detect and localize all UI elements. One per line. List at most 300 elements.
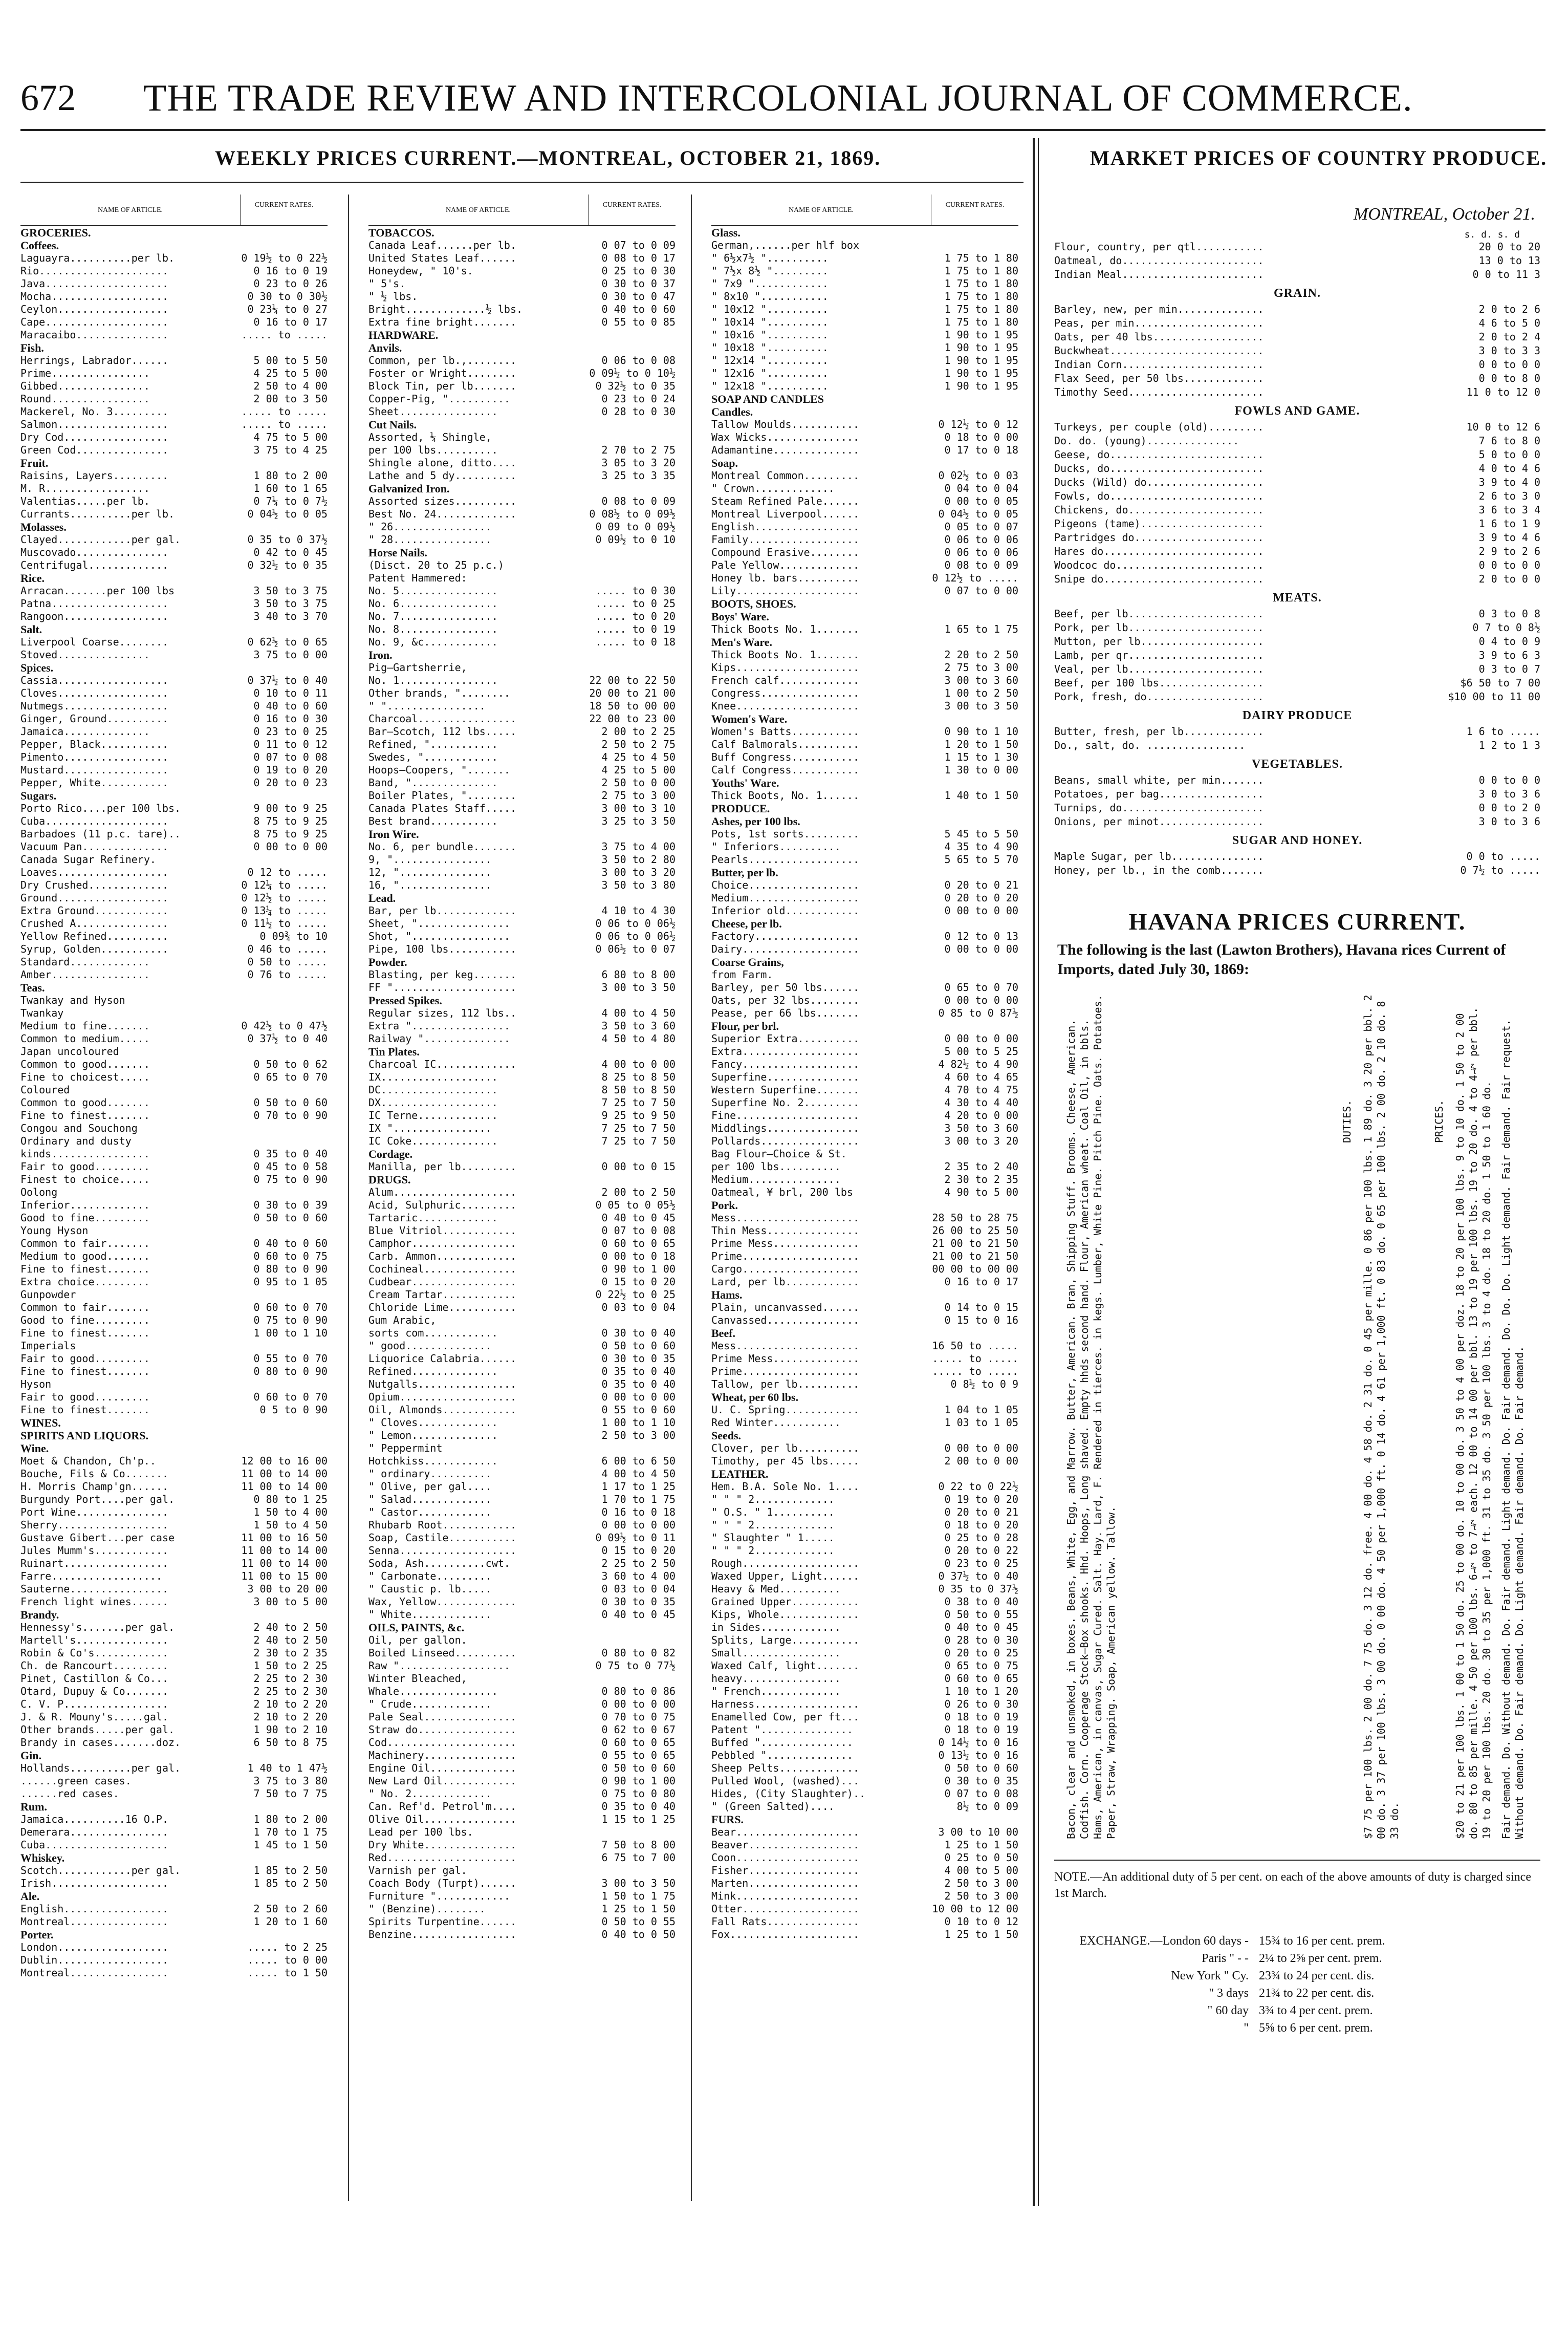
havana-duties-header: DUTIES. — [1341, 1099, 1353, 1143]
article-rate — [589, 572, 676, 585]
price-row — [711, 764, 1018, 777]
article-name: Molasses. — [20, 521, 67, 533]
article-name: Cheese, per lb. — [711, 917, 782, 930]
article-rate: 0 37½ to 0 40 — [247, 1032, 328, 1045]
article-rate — [931, 802, 1018, 815]
article-name: Rice. — [20, 572, 45, 585]
article-rate: 0 30 to 0 30½ — [247, 290, 328, 303]
category-heading — [368, 956, 676, 968]
article-rate: 0 12½ to ..... — [932, 572, 1018, 584]
article-rate: 0 00 to 0 00 — [944, 994, 1018, 1006]
produce-name: Flax Seed, per 50 lbs............. — [1054, 372, 1264, 384]
article-name: Porter. — [20, 1928, 54, 1941]
article-name: Ground.................. — [20, 892, 168, 904]
article-name: Foster or Wright........ — [368, 367, 516, 379]
article-rate — [241, 1186, 328, 1199]
article-name: " ½ lbs. — [368, 290, 418, 303]
article-name: Fine to finest....... — [20, 1365, 150, 1377]
produce-row — [1054, 503, 1540, 517]
article-name: DC................... — [368, 1084, 498, 1096]
article-name: Pale Yellow............. — [711, 559, 859, 571]
article-rate: 0 90 to 1 00 — [601, 1775, 676, 1787]
article-name: Canvassed............... — [711, 1314, 859, 1326]
category-heading — [711, 1468, 1018, 1480]
price-row — [711, 700, 1018, 713]
article-name: Good to fine......... — [20, 1212, 150, 1224]
article-rate: 3 50 to 3 60 — [601, 1020, 676, 1032]
price-row — [711, 1659, 1018, 1672]
article-rate: 0 12 to ..... — [247, 866, 328, 878]
article-name: No. 7................ — [368, 610, 498, 622]
article-rate: 0 25 to 0 50 — [944, 1851, 1018, 1864]
head-rule — [20, 129, 1545, 131]
price-row — [20, 380, 328, 393]
produce-price: 3 0 to 3 6 — [1478, 788, 1540, 800]
article-name: Stoved............... — [20, 649, 150, 661]
price-row — [368, 1570, 676, 1583]
article-rate: 2 50 to 0 00 — [601, 777, 676, 789]
price-row — [711, 1148, 1018, 1160]
price-row — [711, 968, 1018, 981]
article-rate: 0 09¾ to 10 — [259, 930, 328, 942]
price-row — [20, 917, 328, 930]
article-name: LEATHER. — [711, 1468, 769, 1480]
havana-intro: The following is the last (Lawton Brothers), Havana rices Current of Imports, dated July 30, 1869: — [1057, 941, 1506, 978]
produce-price: 3 6 to 3 4 — [1478, 504, 1540, 516]
article-name: Otter................... — [711, 1903, 859, 1915]
exchange-value: 5⅝ to 6 per cent. prem. — [1259, 2021, 1373, 2035]
article-rate — [931, 1391, 1018, 1404]
produce-name: Turkeys, per couple (old)......... — [1054, 421, 1264, 433]
price-row — [368, 1736, 676, 1749]
price-row — [711, 1890, 1018, 1903]
article-rate — [931, 1327, 1018, 1340]
havana-title: HAVANA PRICES CURRENT. — [1128, 909, 1466, 935]
price-row — [20, 316, 328, 329]
price-row — [368, 1519, 676, 1532]
article-rate: 2 50 to 4 00 — [253, 380, 328, 392]
article-rate: 1 90 to 1 95 — [944, 380, 1018, 392]
article-name: Bear.................... — [711, 1826, 859, 1838]
article-name: " White............. — [368, 1608, 492, 1621]
grain-title: GRAIN. — [1273, 287, 1321, 300]
article-name: Common to fair....... — [20, 1301, 150, 1313]
article-rate — [589, 1173, 676, 1186]
article-name: Whiskey. — [20, 1851, 65, 1864]
price-row — [20, 418, 328, 431]
article-name: ......green cases. — [20, 1775, 132, 1787]
article-rate — [241, 1045, 328, 1058]
price-row — [711, 1237, 1018, 1250]
price-row — [711, 239, 1018, 252]
price-row — [20, 840, 328, 853]
price-row — [711, 879, 1018, 892]
article-rate — [589, 1148, 676, 1160]
article-name: Beaver.................. — [711, 1839, 859, 1851]
price-row — [20, 1621, 328, 1634]
article-rate: 0 38 to 0 40 — [944, 1595, 1018, 1608]
article-rate: 0 09½ to 0 10½ — [589, 367, 676, 379]
meats-title: MEATS. — [1273, 591, 1322, 605]
article-rate — [931, 1199, 1018, 1212]
article-name: Pork. — [711, 1199, 738, 1212]
article-name: Round................ — [20, 393, 150, 405]
article-name: Lard, per lb............ — [711, 1276, 859, 1288]
article-name: Inferior............. — [20, 1199, 150, 1211]
table-top-rule — [20, 182, 1023, 183]
price-row — [368, 1813, 676, 1826]
produce-row — [1054, 420, 1540, 434]
price-row — [368, 1647, 676, 1659]
article-name: " No. 2............. — [368, 1787, 492, 1800]
produce-name: Indian Meal....................... — [1054, 268, 1264, 281]
produce-price: 11 0 to 12 0 — [1466, 386, 1540, 398]
price-row — [711, 521, 1018, 533]
article-rate: 11 00 to 15 00 — [241, 1570, 328, 1582]
article-name: " 6½x7½ ".......... — [711, 252, 829, 264]
price-row — [368, 354, 676, 367]
price-row — [368, 1237, 676, 1250]
article-rate: 5 00 to 5 25 — [944, 1045, 1018, 1058]
article-rate: 1 90 to 1 95 — [944, 329, 1018, 341]
category-heading — [368, 341, 676, 354]
produce-row — [1054, 462, 1540, 476]
price-row — [711, 1071, 1018, 1084]
price-row — [368, 265, 676, 277]
article-name: Boiled Linseed.......... — [368, 1647, 516, 1659]
article-name: Yellow Refined.......... — [20, 930, 168, 942]
price-row — [368, 1468, 676, 1480]
produce-row — [1054, 773, 1540, 787]
article-rate: 4 25 to 5 00 — [601, 764, 676, 776]
article-rate — [931, 239, 1018, 252]
price-row — [20, 943, 328, 956]
article-rate: 1 45 to 1 50 — [253, 1839, 328, 1851]
article-name: Pepper, Black........... — [20, 738, 168, 750]
price-row — [368, 1314, 676, 1327]
article-name: Irish................... — [20, 1877, 168, 1889]
article-name: Mocha................... — [20, 290, 168, 303]
article-name: Hyson — [20, 1378, 52, 1390]
category-heading — [711, 815, 1018, 828]
price-row — [368, 674, 676, 687]
produce-row — [1054, 358, 1540, 372]
price-row — [368, 1685, 676, 1698]
article-rate: 0 18 to 0 00 — [944, 431, 1018, 443]
price-row — [711, 1749, 1018, 1762]
article-rate: 0 16 to 0 19 — [253, 265, 328, 277]
article-rate: 6 80 to 8 00 — [601, 968, 676, 981]
price-row — [20, 1378, 328, 1391]
article-name: Amber................ — [20, 968, 150, 981]
article-rate: 0 25 to 0 28 — [944, 1532, 1018, 1544]
article-name: Superfine No. 2......... — [711, 1096, 859, 1109]
article-name: in Sides............. — [711, 1621, 841, 1633]
price-row — [20, 1237, 328, 1250]
article-rate: 4 00 to 4 50 — [601, 1007, 676, 1019]
article-name: SPIRITS AND LIQUORS. — [20, 1429, 149, 1442]
exchange-value: 15¾ to 16 per cent. prem. — [1259, 1934, 1385, 1948]
article-name: Herrings, Labrador...... — [20, 354, 168, 366]
price-row — [368, 789, 676, 802]
article-rate: 0 22½ to 0 25 — [595, 1288, 676, 1301]
article-name: Gustave Gibert...per case — [20, 1532, 175, 1544]
dairy-rows — [1054, 725, 1540, 752]
price-row — [20, 1787, 328, 1800]
article-name: Martell's............... — [20, 1634, 168, 1646]
article-rate: 0 15 to 0 20 — [601, 1276, 676, 1288]
article-rate: 9 25 to 9 50 — [601, 1109, 676, 1122]
exchange-row — [1054, 1950, 1540, 1967]
article-name: Fisher.................. — [711, 1864, 859, 1877]
category-heading — [20, 1429, 328, 1442]
article-name: Cordage. — [368, 1148, 413, 1160]
table-rows — [20, 226, 328, 1979]
produce-price: 0 0 to 0 0 — [1478, 559, 1540, 571]
article-rate: 0 03 to 0 04 — [601, 1583, 676, 1595]
article-name: Imperials — [20, 1340, 76, 1352]
price-row — [368, 1839, 676, 1851]
article-rate: 3 00 to 3 50 — [944, 700, 1018, 712]
category-heading — [368, 1045, 676, 1058]
article-name: " Salad............. — [368, 1493, 492, 1505]
article-name: Sheet, "............... — [368, 917, 510, 930]
article-name: Prime................ — [20, 367, 150, 379]
price-row — [368, 290, 676, 303]
price-row — [711, 303, 1018, 316]
price-row — [368, 1659, 676, 1672]
article-rate: 0 26 to 0 30 — [944, 1698, 1018, 1710]
article-rate: 1 25 to 1 50 — [944, 1928, 1018, 1940]
article-name: " Peppermint — [368, 1442, 443, 1454]
article-rate: 1 03 to 1 05 — [944, 1416, 1018, 1429]
produce-name: Barley, new, per min.............. — [1054, 303, 1264, 315]
category-heading — [368, 1621, 676, 1634]
category-heading — [368, 226, 676, 239]
table-rows — [368, 226, 676, 1941]
category-heading — [711, 917, 1018, 930]
price-row — [368, 597, 676, 610]
price-row — [20, 1480, 328, 1493]
article-name: Prime................... — [711, 1365, 859, 1377]
price-row — [20, 1173, 328, 1186]
table-header — [368, 195, 676, 226]
article-rate: 0 19 to 0 20 — [253, 764, 328, 776]
article-rate: 3 75 to 4 25 — [253, 444, 328, 456]
produce-name: Beef, per lb...................... — [1054, 608, 1264, 620]
article-rate: 2 10 to 2 20 — [253, 1698, 328, 1710]
article-rate: 2 00 to 0 00 — [944, 1455, 1018, 1467]
article-name: Men's Ware. — [711, 636, 772, 649]
article-rate: ..... to ..... — [241, 405, 328, 418]
article-name: Nutmegs................. — [20, 700, 168, 712]
column-rule — [348, 195, 349, 2201]
price-row — [711, 904, 1018, 917]
article-rate — [241, 994, 328, 1007]
article-rate: 2 30 to 2 35 — [944, 1173, 1018, 1185]
article-name: Hams. — [711, 1288, 743, 1301]
article-name: Lathe and 5 dy.......... — [368, 469, 516, 482]
article-name: French calf............. — [711, 674, 859, 686]
article-name: Robin & Co's............ — [20, 1647, 168, 1659]
article-rate: 4 35 to 4 90 — [944, 840, 1018, 853]
produce-row — [1054, 649, 1540, 662]
article-rate: 6 50 to 8 75 — [253, 1736, 328, 1749]
article-name: Ceylon.................. — [20, 303, 168, 315]
produce-name: Ducks, do......................... — [1054, 462, 1264, 475]
article-rate: 0 60 to 0 70 — [253, 1301, 328, 1313]
article-rate: 11 00 to 14 00 — [241, 1480, 328, 1493]
price-row — [368, 521, 676, 533]
exchange-value: 2¼ to 2⅝ per cent. prem. — [1259, 1952, 1382, 1965]
article-rate: 2 25 to 2 50 — [601, 1557, 676, 1569]
price-row — [20, 1455, 328, 1468]
article-name: Maracaibo............... — [20, 329, 168, 341]
category-heading — [711, 1288, 1018, 1301]
article-name: United States Leaf...... — [368, 252, 516, 264]
price-row — [368, 1199, 676, 1212]
article-rate: 1 20 to 1 50 — [944, 738, 1018, 750]
article-name: IX................... — [368, 1071, 498, 1083]
price-row — [20, 1954, 328, 1967]
produce-name: Turnips, do....................... — [1054, 802, 1264, 814]
article-rate — [241, 1288, 328, 1301]
category-heading — [711, 1391, 1018, 1404]
article-rate: 4 00 to 0 00 — [601, 1058, 676, 1070]
article-name: Currants..........per lb. — [20, 508, 175, 520]
produce-row — [1054, 787, 1540, 801]
article-name: Medium to fine....... — [20, 1020, 150, 1032]
produce-row — [1054, 254, 1540, 268]
article-rate: 0 07 to 0 09 — [601, 239, 676, 251]
article-name: " 7½x 8½ "......... — [711, 265, 829, 277]
article-rate: 6 75 to 7 00 — [601, 1851, 676, 1864]
article-rate: 28 50 to 28 75 — [932, 1212, 1018, 1224]
article-name: Sherry.................. — [20, 1519, 168, 1531]
article-name: " "................ — [368, 700, 486, 712]
category-heading — [711, 597, 1018, 610]
article-name: Hollands..........per gal. — [20, 1762, 181, 1774]
article-rate — [241, 572, 328, 585]
article-name: Cape.................... — [20, 316, 168, 328]
article-rate: 0 90 to 1 10 — [944, 725, 1018, 738]
article-rate: 7 25 to 7 50 — [601, 1122, 676, 1134]
price-row — [711, 1301, 1018, 1314]
article-name: Powder. — [368, 956, 407, 968]
article-rate: 1 70 to 1 75 — [253, 1826, 328, 1838]
article-name: " Slaughter " 1..... — [711, 1532, 835, 1544]
article-rate: 16 50 to ..... — [932, 1340, 1018, 1352]
price-row — [368, 1160, 676, 1173]
article-name: Whale................ — [368, 1685, 498, 1697]
article-rate — [589, 994, 676, 1007]
article-name: " 28................ — [368, 533, 492, 546]
article-name: Dry White............... — [368, 1839, 516, 1851]
price-row — [368, 687, 676, 700]
price-row — [368, 1480, 676, 1493]
article-rate: 0 65 to 0 70 — [253, 1071, 328, 1083]
article-name: Congou and Souchong — [20, 1122, 138, 1134]
article-rate: 0 04½ to 0 05 — [247, 508, 328, 520]
produce-name: Peas, per min..................... — [1054, 317, 1264, 329]
article-rate: 1 75 to 1 80 — [944, 303, 1018, 315]
page-number: 672 — [20, 77, 76, 118]
price-row — [368, 572, 676, 585]
price-row — [20, 1519, 328, 1532]
article-rate: 0 20 to 0 23 — [253, 777, 328, 789]
article-rate: 0 05 to 0 07 — [944, 521, 1018, 533]
article-name: Spirits Turpentine...... — [368, 1915, 516, 1928]
article-rate: 0 30 to 0 35 — [944, 1775, 1018, 1787]
article-name: Lily.................... — [711, 585, 859, 597]
produce-price: 0 0 to 2 0 — [1478, 802, 1540, 814]
category-heading — [711, 1199, 1018, 1212]
price-row — [20, 1224, 328, 1237]
price-row — [20, 546, 328, 559]
price-row — [368, 1263, 676, 1276]
article-rate: 0 80 to 0 90 — [253, 1365, 328, 1377]
price-row — [711, 1608, 1018, 1621]
price-row — [711, 341, 1018, 354]
article-rate — [241, 1429, 328, 1442]
price-row — [368, 1071, 676, 1084]
article-name: Refined.............. — [368, 1365, 498, 1377]
article-name: Cochineal............... — [368, 1263, 516, 1275]
article-rate: 1 25 to 1 50 — [601, 1903, 676, 1915]
article-rate — [589, 546, 676, 559]
category-heading — [20, 1928, 328, 1941]
exchange-row — [1054, 2019, 1540, 2037]
article-name: Honey lb. bars.......... — [711, 572, 859, 584]
article-name: BOOTS, SHOES. — [711, 597, 796, 610]
price-row — [20, 802, 328, 815]
price-row — [711, 559, 1018, 572]
article-name: Oolong — [20, 1186, 58, 1198]
price-row — [20, 751, 328, 764]
article-name: Barley, per 50 lbs...... — [711, 981, 859, 994]
article-name: H. Morris Champ'gn...... — [20, 1480, 168, 1493]
price-row — [368, 1787, 676, 1800]
article-name: Jamaica..........16 O.P. — [20, 1813, 168, 1825]
article-name: Twankay — [20, 1007, 64, 1019]
article-rate: 0 60 to 0 75 — [253, 1250, 328, 1262]
produce-price: 7 6 to 8 0 — [1478, 435, 1540, 447]
category-heading — [20, 661, 328, 674]
produce-row — [1054, 850, 1540, 864]
article-rate: 0 00 to 0 00 — [601, 1698, 676, 1710]
article-rate: 0 08 to 0 09 — [601, 495, 676, 507]
produce-price: 0 0 to 11 3 — [1472, 268, 1540, 281]
price-row — [20, 1160, 328, 1173]
article-rate: 0 18 to 0 19 — [944, 1723, 1018, 1736]
price-row — [368, 930, 676, 943]
price-row — [368, 1378, 676, 1391]
price-row — [711, 1877, 1018, 1890]
article-name: Pressed Spikes. — [368, 994, 442, 1007]
exchange-row — [1054, 1932, 1540, 1950]
price-row — [711, 840, 1018, 853]
price-row — [711, 1480, 1018, 1493]
price-row — [368, 1634, 676, 1647]
article-rate: 18 50 to 00 00 — [589, 700, 676, 712]
price-row — [368, 1276, 676, 1288]
article-name: (Disct. 20 to 25 p.c.) — [368, 559, 504, 571]
article-rate: 0 16 to 0 30 — [253, 713, 328, 725]
article-name: Iron Wire. — [368, 828, 419, 840]
article-name: Fair to good......... — [20, 1391, 150, 1403]
article-rate: 0 00 to 0 00 — [601, 1519, 676, 1531]
article-name: " 5's. — [368, 277, 406, 290]
